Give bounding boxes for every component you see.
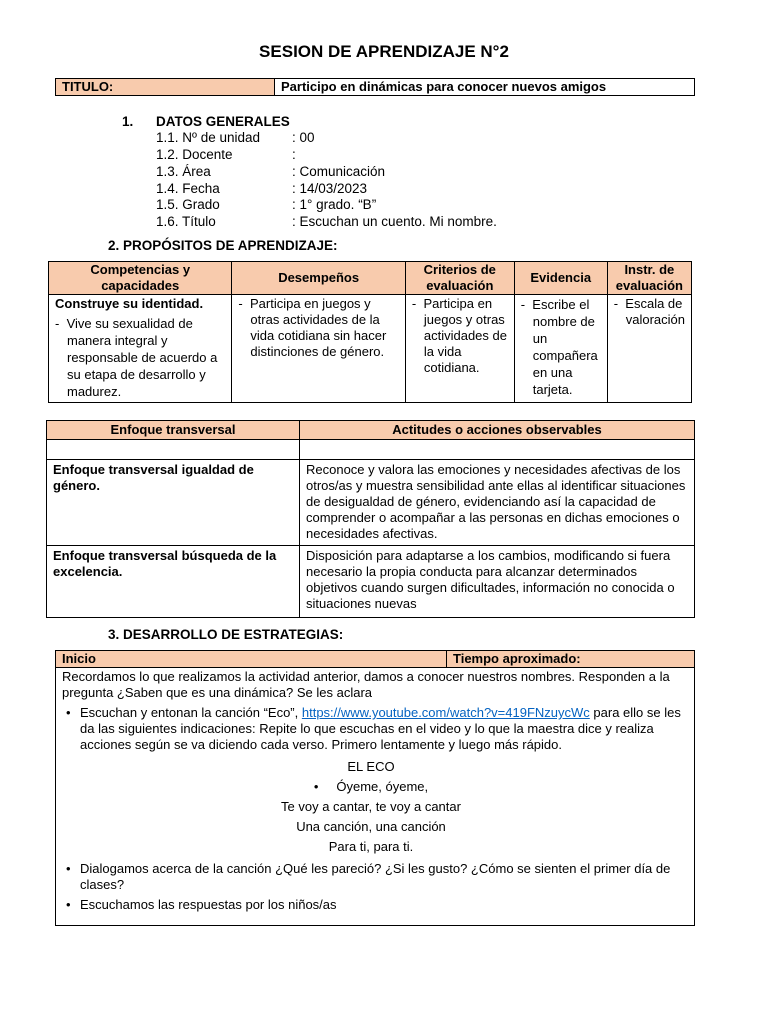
datos-value: : <box>292 147 296 162</box>
datos-value: : Comunicación <box>292 164 386 179</box>
datos-value: : 1° grado. “B” <box>292 197 377 212</box>
intro-text: Recordamos lo que realizamos la actividad anterior, damos a conocer nuestros nombres. Responden a la pregunta ¿Saben que es una dinámica? Se les aclara <box>62 669 670 700</box>
datos-label: 1.3. Área <box>156 164 211 179</box>
desempeno-cell <box>232 295 405 403</box>
header-actitudes: Actitudes o acciones observables <box>300 421 695 440</box>
song-line: Una canción, una canción <box>296 819 446 834</box>
empty-cell <box>300 440 695 460</box>
datos-value: : 14/03/2023 <box>292 181 368 196</box>
datos-row <box>156 130 315 146</box>
titulo-value: Participo en dinámicas para conocer nuevos amigos <box>275 79 695 96</box>
datos-label: 1.4. Fecha <box>156 181 220 196</box>
bullet-dialogo: • Dialogamos acerca de la canción ¿Qué les pareció? ¿Si les gusto? ¿Cómo se sienten el primer día de clases? <box>62 861 690 893</box>
header-criterios: Criterios de evaluación <box>405 262 514 295</box>
actitud-excelencia: Disposición para adaptarse a los cambios, modificando si fuera necesario la propia conducta para alcanzar determinados objetivos cuando surgen dificultades, información no conocida o situaciones nuevas <box>300 546 695 618</box>
desempeno-item: - Participa en juegos y otras actividades de la vida cotidiana sin hacer distinciones de género. <box>238 296 387 359</box>
header-desempenos: Desempeños <box>232 262 405 295</box>
competencia-item: - Vive su sexualidad de manera integral y responsable de acuerdo a su etapa de desarrollo y madurez. <box>55 316 218 399</box>
competencia-cell <box>49 295 232 403</box>
empty-cell <box>47 440 300 460</box>
song-line: • Óyeme, óyeme, <box>313 779 429 794</box>
competencia-title: Construye su identidad. <box>55 296 204 311</box>
header-evidencia: Evidencia <box>514 262 607 295</box>
estrategias-heading: 3. DESARROLLO DE ESTRATEGIAS: <box>108 627 344 642</box>
song-line: Para ti, para ti. <box>328 839 414 854</box>
header-instrumento: Instr. de evaluación <box>607 262 691 295</box>
header-competencias: Competencias y capacidades <box>49 262 232 295</box>
evidencia-cell <box>514 295 607 403</box>
propositos-table <box>48 261 692 403</box>
propositos-heading: 2. PROPÓSITOS DE APRENDIZAJE: <box>108 238 338 253</box>
datos-row <box>156 197 377 213</box>
datos-row <box>156 214 497 230</box>
evidencia-item: - Escribe el nombre de un compañera en una tarjeta. <box>520 297 598 397</box>
datos-label: 1.6. Título <box>156 214 216 229</box>
datos-value: : 00 <box>292 130 315 145</box>
datos-label: 1.2. Docente <box>156 147 233 162</box>
enfoque-igualdad: Enfoque transversal igualdad de género. <box>47 460 300 546</box>
datos-label: 1.1. Nº de unidad <box>156 130 261 145</box>
song-title: EL ECO <box>347 759 395 774</box>
datos-row <box>156 164 386 180</box>
titulo-table <box>55 78 695 96</box>
instrumento-item: - Escala de valoración <box>613 296 685 327</box>
header-enfoque: Enfoque transversal <box>47 421 300 440</box>
enfoques-table <box>46 420 695 618</box>
datos-row <box>156 181 368 197</box>
criterio-item: - Participa en juegos y otras actividades de la vida cotidiana. <box>411 296 507 375</box>
youtube-link[interactable]: https://www.youtube.com/watch?v=419FNzuycWc <box>301 705 590 720</box>
titulo-label: TITULO: <box>56 79 275 96</box>
datos-generales-number: 1. <box>122 114 134 129</box>
song-line: Te voy a cantar, te voy a cantar <box>281 799 461 814</box>
datos-label: 1.5. Grado <box>156 197 220 212</box>
bullet-respuestas: • Escuchamos las respuestas por los niños/as <box>62 897 690 913</box>
actitud-igualdad: Reconoce y valora las emociones y necesidades afectivas de los otros/as y muestra sensibilidad ante ellas al identificar situaciones de desigualdad de género, evidenciando así la capacidad de comprender o acompañar a las personas en dichas emociones o necesidades afectivas. <box>300 460 695 546</box>
criterio-cell <box>405 295 514 403</box>
estrategias-table <box>55 650 695 926</box>
datos-value: : Escuchan un cuento. Mi nombre. <box>292 214 497 229</box>
bullet-cancion: • Escuchan y entonan la canción “Eco”, https://www.youtube.com/watch?v=419FNzuycWc para ello se les da las siguientes indicaciones: Repite lo que escuchas en el video y lo que la maestra dice y realiza acciones según se va diciendo cada verso. Primero lentamente y luego más rápido. <box>62 705 690 753</box>
datos-row <box>156 147 296 163</box>
enfoque-excelencia: Enfoque transversal búsqueda de la excelencia. <box>47 546 300 618</box>
tiempo-label: Tiempo aproximado: <box>447 651 695 668</box>
datos-generales-heading: DATOS GENERALES <box>156 114 290 129</box>
page-title: SESION DE APRENDIZAJE N°2 <box>259 42 509 61</box>
inicio-label: Inicio <box>56 651 447 668</box>
instrumento-cell <box>607 295 691 403</box>
inicio-content <box>56 668 695 926</box>
